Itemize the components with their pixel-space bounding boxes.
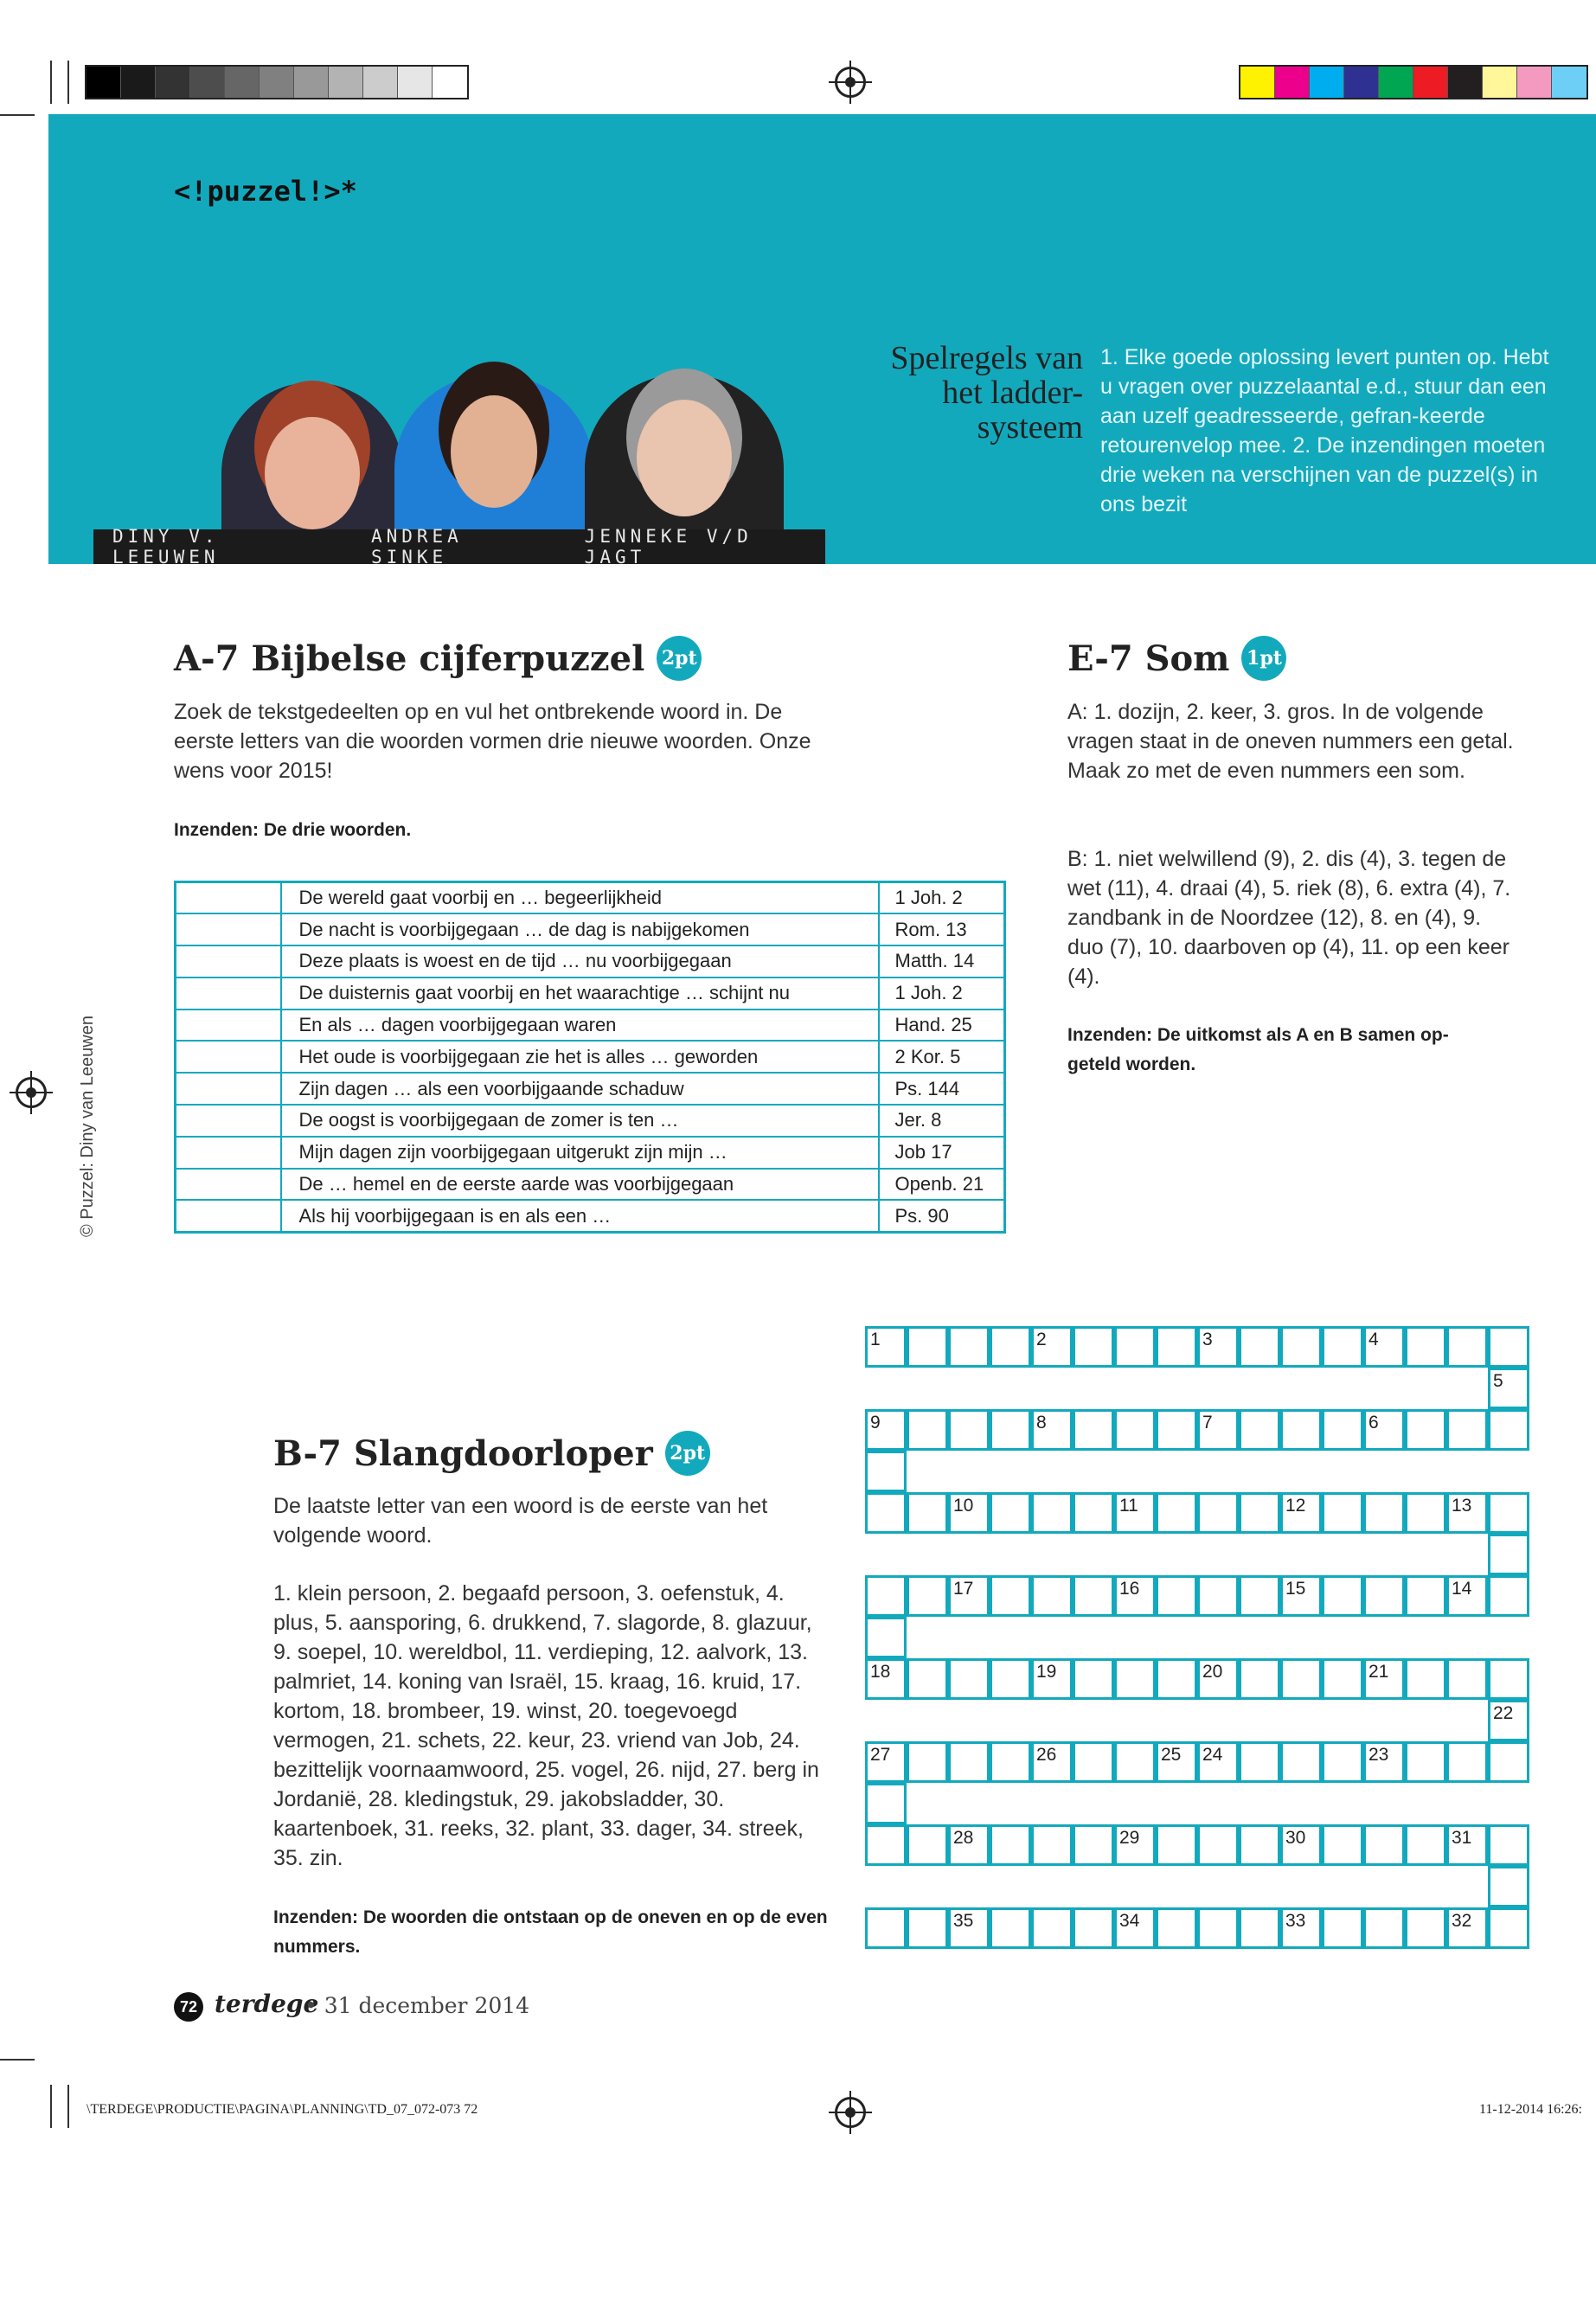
crossword-cell[interactable]: [1363, 1575, 1405, 1617]
crop-mark: [50, 61, 52, 104]
crossword-cell[interactable]: [1031, 1409, 1073, 1451]
clue-number: 34: [1119, 1911, 1140, 1931]
crossword-cell[interactable]: [1446, 1907, 1488, 1949]
crop-mark: [67, 2085, 69, 2128]
crossword-cell[interactable]: [1114, 1575, 1156, 1617]
e7-title: E-7 Som 1pt: [1067, 638, 1286, 684]
clue-number: 4: [1368, 1330, 1379, 1349]
crossword-cell[interactable]: [1446, 1409, 1488, 1451]
crossword-cell[interactable]: [1488, 1575, 1529, 1617]
crossword-cell[interactable]: [1405, 1409, 1446, 1451]
answer-cell[interactable]: [176, 1041, 281, 1073]
crossword-cell[interactable]: [1031, 1326, 1073, 1368]
crossword-cell[interactable]: [1405, 1658, 1446, 1700]
crossword-cell[interactable]: [907, 1741, 948, 1783]
e7-text-a: A: 1. dozijn, 2. keer, 3. gros. In de volgende vragen staat in de oneven nummers een getal. Maak zo met de even nummers een som.: [1067, 700, 1514, 783]
crossword-cell[interactable]: [1073, 1409, 1114, 1451]
a7-row: [176, 1200, 1005, 1232]
clue-number: 19: [1036, 1662, 1057, 1682]
crossword-cell[interactable]: [1488, 1658, 1529, 1700]
crossword-cell[interactable]: [865, 1492, 907, 1534]
crossword-cell[interactable]: [1446, 1575, 1488, 1617]
crossword-cell[interactable]: [1322, 1907, 1363, 1949]
crossword-cell[interactable]: [990, 1824, 1031, 1866]
a7-intro: Zoek de tekstgedeelten op en vul het ontbrekende woord in. De eerste letters van die woorden vormen drie nieuwe woorden. Onze wens voor 2015!: [174, 700, 811, 783]
crossword-cell[interactable]: [1031, 1658, 1073, 1700]
crossword-cell[interactable]: [1156, 1409, 1197, 1451]
author-name: JENNEKE V/D JAGT: [584, 526, 753, 567]
clue-number: 14: [1452, 1579, 1472, 1599]
crossword-cell[interactable]: [1073, 1824, 1114, 1866]
crossword-cell[interactable]: [1156, 1575, 1197, 1617]
crossword-cell[interactable]: [1488, 1492, 1529, 1534]
clue-number: 7: [1202, 1413, 1213, 1433]
crossword-cell[interactable]: [1197, 1658, 1239, 1700]
points-badge: 2pt: [657, 636, 702, 681]
answer-cell[interactable]: [176, 1073, 281, 1105]
clue-number: 22: [1493, 1703, 1514, 1723]
crossword-cell[interactable]: [948, 1658, 990, 1700]
crossword-cell[interactable]: [1363, 1492, 1405, 1534]
crossword-cell[interactable]: [1488, 1409, 1529, 1451]
verse-reference: 1 Joh. 2: [879, 977, 1005, 1009]
crossword-cell[interactable]: [1488, 1741, 1529, 1783]
verse-text: De oogst is voorbijgegaan de zomer is ten …: [281, 1105, 879, 1137]
crossword-cell[interactable]: [990, 1907, 1031, 1949]
page-number: 72: [174, 1992, 203, 2022]
gray-color-bar: [85, 65, 469, 99]
crossword-cell[interactable]: [1239, 1907, 1280, 1949]
crossword-cell[interactable]: [1239, 1575, 1280, 1617]
crossword-cell[interactable]: [1239, 1492, 1280, 1534]
crossword-cell[interactable]: [948, 1492, 990, 1534]
clue-number: 17: [953, 1579, 974, 1599]
b7-send: Inzenden: De woorden die ontstaan op de oneven en op de even nummers.: [273, 1907, 828, 1957]
clue-number: 3: [1202, 1330, 1213, 1349]
clue-number: 29: [1119, 1828, 1140, 1848]
verse-reference: Job 17: [879, 1137, 1005, 1169]
crossword-cell[interactable]: [948, 1326, 990, 1368]
verse-text: De … hemel en de eerste aarde was voorbijgegaan: [281, 1169, 879, 1201]
a7-row: [176, 913, 1005, 945]
verse-reference: 2 Kor. 5: [879, 1041, 1005, 1073]
answer-cell[interactable]: [176, 1169, 281, 1201]
crossword-cell[interactable]: [1280, 1658, 1322, 1700]
clue-number: 32: [1452, 1911, 1472, 1931]
a7-row: [176, 1105, 1005, 1137]
crossword-cell[interactable]: [1239, 1658, 1280, 1700]
a7-row: [176, 977, 1005, 1009]
b7-intro: De laatste letter van een woord is de eerste van het volgende woord.: [273, 1494, 768, 1548]
clue-number: 8: [1036, 1413, 1047, 1433]
crossword-cell[interactable]: [1488, 1368, 1529, 1409]
crossword-cell[interactable]: [1197, 1409, 1239, 1451]
answer-cell[interactable]: [176, 1137, 281, 1169]
crossword-cell[interactable]: [1031, 1492, 1073, 1534]
magazine-logo: terdege: [215, 1990, 319, 2018]
answer-cell[interactable]: [176, 882, 281, 914]
crossword-cell[interactable]: [1073, 1658, 1114, 1700]
clue-number: 33: [1285, 1911, 1306, 1931]
clue-number: 28: [953, 1828, 974, 1848]
clue-number: 18: [870, 1662, 891, 1682]
registration-mark-icon: [835, 2097, 866, 2128]
file-slug: \TERDEGE\PRODUCTIE\PAGINA\PLANNING\TD_07_072-073 72: [87, 2102, 478, 2117]
crossword-cell[interactable]: [865, 1617, 907, 1658]
crossword-cell[interactable]: [990, 1575, 1031, 1617]
verse-reference: Rom. 13: [879, 913, 1005, 945]
verse-text: Deze plaats is woest en de tijd … nu voorbijgegaan: [281, 945, 879, 977]
crossword-cell[interactable]: [1114, 1492, 1156, 1534]
crossword-cell[interactable]: [1322, 1575, 1363, 1617]
crossword-cell[interactable]: [1405, 1492, 1446, 1534]
clue-number: 16: [1119, 1579, 1140, 1599]
crossword-cell[interactable]: [907, 1658, 948, 1700]
crossword-cell[interactable]: [948, 1824, 990, 1866]
crossword-cell[interactable]: [990, 1492, 1031, 1534]
crossword-cell[interactable]: [865, 1451, 907, 1492]
clue-number: 30: [1285, 1828, 1306, 1848]
crossword-cell[interactable]: [1280, 1409, 1322, 1451]
crossword-cell[interactable]: [1280, 1907, 1322, 1949]
crossword-cell[interactable]: [1322, 1741, 1363, 1783]
crossword-cell[interactable]: [1114, 1907, 1156, 1949]
crossword-cell[interactable]: [1197, 1326, 1239, 1368]
crossword-cell[interactable]: [1114, 1658, 1156, 1700]
header-banner: [48, 114, 1596, 567]
crossword-cell[interactable]: [1322, 1409, 1363, 1451]
crossword-cell[interactable]: [1363, 1741, 1405, 1783]
crossword-cell[interactable]: [865, 1783, 907, 1824]
crossword-cell[interactable]: [1280, 1741, 1322, 1783]
crossword-cell[interactable]: [907, 1326, 948, 1368]
crossword-cell[interactable]: [1405, 1824, 1446, 1866]
points-badge: 1pt: [1241, 636, 1286, 681]
verse-reference: Matth. 14: [879, 945, 1005, 977]
crossword-cell[interactable]: [1031, 1824, 1073, 1866]
registration-mark-icon: [16, 1077, 47, 1108]
crossword-cell[interactable]: [1322, 1824, 1363, 1866]
verse-text: Als hij voorbijgegaan is en als een …: [281, 1200, 879, 1232]
author-name: ANDREA SINKE: [370, 526, 463, 567]
crossword-cell[interactable]: [1031, 1907, 1073, 1949]
clue-number: 23: [1368, 1745, 1389, 1765]
crossword-cell[interactable]: [1156, 1824, 1197, 1866]
answer-cell[interactable]: [176, 913, 281, 945]
crossword-cell[interactable]: [1405, 1741, 1446, 1783]
b7-clues: 1. klein persoon, 2. begaafd persoon, 3. oefenstuk, 4. plus, 5. aansporing, 6. drukkend, 7. slagorde, 8. glazuur, 9. soepel, 10. wereldbol, 11. verdieping, 12. aalvork, 13. palmriet, 14. koning van Israël, 15. kraag, 16. kruid, 17. kortom, 18. brombeer, 19. winst, 20. toegevoegd vermogen, 21. schets, 22. keur, 23. vriend van Job, 24. bezittelijk voornaamwoord, 25. vogel, 26. nijd, 27. berg in Jordanië, 28. kledingstuk, 29. jakobsladder, 30. kaartenboek, 31. reeks, 32. plant, 33. dager, 34. streek, 35. zin.: [273, 1581, 819, 1870]
a7-title: A-7 Bijbelse cijferpuzzel 2pt: [174, 638, 702, 684]
clue-number: 12: [1285, 1496, 1306, 1516]
crossword-cell[interactable]: [1405, 1326, 1446, 1368]
crossword-cell[interactable]: [1405, 1907, 1446, 1949]
crossword-cell[interactable]: [1239, 1326, 1280, 1368]
crossword-cell[interactable]: [1446, 1326, 1488, 1368]
crossword-cell[interactable]: [1239, 1824, 1280, 1866]
crossword-cell[interactable]: [907, 1492, 948, 1534]
crossword-cell[interactable]: [990, 1326, 1031, 1368]
crossword-cell[interactable]: [865, 1741, 907, 1783]
a7-row: [176, 1073, 1005, 1105]
crossword-cell[interactable]: [1280, 1492, 1322, 1534]
crossword-cell[interactable]: [865, 1326, 907, 1368]
crossword-cell[interactable]: [1156, 1741, 1197, 1783]
crossword-cell[interactable]: [1446, 1824, 1488, 1866]
clue-number: 27: [870, 1745, 891, 1765]
crossword-cell[interactable]: [1197, 1492, 1239, 1534]
crossword-cell[interactable]: [1197, 1741, 1239, 1783]
crossword-cell[interactable]: [1156, 1492, 1197, 1534]
b7-title: B-7 Slangdoorloper 2pt: [273, 1433, 710, 1479]
crossword-cell[interactable]: [1405, 1575, 1446, 1617]
crossword-cell[interactable]: [1073, 1492, 1114, 1534]
crossword-cell[interactable]: [948, 1741, 990, 1783]
clue-number: 24: [1202, 1745, 1223, 1765]
verse-reference: Openb. 21: [879, 1169, 1005, 1201]
rules-title: Spelregels van het ladder-systeem: [890, 340, 1083, 445]
a7-row: [176, 945, 1005, 977]
crossword-cell[interactable]: [1322, 1326, 1363, 1368]
a7-row: [176, 1169, 1005, 1201]
clue-number: 13: [1452, 1496, 1472, 1516]
crossword-cell[interactable]: [865, 1409, 907, 1451]
clue-number: 25: [1161, 1745, 1182, 1765]
crossword-cell[interactable]: [948, 1409, 990, 1451]
crossword-cell[interactable]: [1239, 1741, 1280, 1783]
verse-reference: Ps. 90: [879, 1200, 1005, 1232]
crossword-cell[interactable]: [1363, 1658, 1405, 1700]
crossword-cell[interactable]: [1363, 1326, 1405, 1368]
clue-number: 21: [1368, 1662, 1389, 1682]
crossword-cell[interactable]: [1114, 1326, 1156, 1368]
crossword-cell[interactable]: [1073, 1326, 1114, 1368]
clue-number: 5: [1493, 1371, 1503, 1391]
verse-reference: 1 Joh. 2: [879, 882, 1005, 914]
clue-number: 26: [1036, 1745, 1057, 1765]
crossword-cell[interactable]: [1363, 1907, 1405, 1949]
verse-reference: Jer. 8: [879, 1105, 1005, 1137]
verse-text: De nacht is voorbijgegaan … de dag is nabijgekomen: [281, 913, 879, 945]
clue-number: 9: [870, 1413, 881, 1433]
e7-text-b: B: 1. niet welwillend (9), 2. dis (4), 3. tegen de wet (11), 4. draai (4), 5. riek (8), 6. extra (4), 7. zandbank in de Noordzee (12), 8. en (4), 9. duo (7), 10. daarboven op (4), 11. op een keer (4).: [1067, 847, 1511, 989]
crossword-cell[interactable]: [865, 1824, 907, 1866]
author-names-bar: [93, 526, 825, 567]
crossword-cell[interactable]: [1197, 1575, 1239, 1617]
crop-mark: [0, 114, 35, 116]
crossword-cell[interactable]: [1488, 1326, 1529, 1368]
crossword-cell[interactable]: [907, 1575, 948, 1617]
rules-text: 1. Elke goede oplossing levert punten op. Hebt u vragen over puzzelaantal e.d., stuur dan een aan uzelf geadresseerde, gefran-keerde retourenvelop mee. 2. De inzendingen moeten drie weken na verschijnen van de puzzel(s) in ons bezit: [1100, 345, 1549, 516]
crossword-cell[interactable]: [1446, 1741, 1488, 1783]
crossword-cell[interactable]: [1073, 1741, 1114, 1783]
answer-cell[interactable]: [176, 945, 281, 977]
crossword-cell[interactable]: [1031, 1741, 1073, 1783]
crossword-cell[interactable]: [1280, 1824, 1322, 1866]
clue-number: 11: [1119, 1496, 1138, 1516]
crossword-cell[interactable]: [1488, 1700, 1529, 1741]
registration-mark-icon: [835, 67, 866, 98]
crossword-cell[interactable]: [865, 1907, 907, 1949]
crossword-cell[interactable]: [1156, 1326, 1197, 1368]
crossword-cell[interactable]: [948, 1907, 990, 1949]
clue-number: 10: [953, 1496, 974, 1516]
crossword-cell[interactable]: [990, 1741, 1031, 1783]
verse-text: Zijn dagen … als een voorbijgaande schaduw: [281, 1073, 879, 1105]
crop-mark: [67, 61, 69, 104]
crossword-cell[interactable]: [1156, 1658, 1197, 1700]
author-name: DINY V. LEEUWEN: [112, 526, 220, 567]
points-badge: 2pt: [665, 1431, 710, 1476]
e7-send: Inzenden: De uitkomst als A en B samen op-geteld worden.: [1067, 1025, 1449, 1074]
verse-reference: Hand. 25: [879, 1009, 1005, 1042]
clue-number: 2: [1036, 1330, 1047, 1349]
crossword-cell[interactable]: [1073, 1575, 1114, 1617]
crossword-cell[interactable]: [1363, 1409, 1405, 1451]
crossword-cell[interactable]: [907, 1907, 948, 1949]
clue-number: 31: [1452, 1828, 1472, 1848]
crossword-cell[interactable]: [1073, 1907, 1114, 1949]
crossword-cell[interactable]: [1322, 1658, 1363, 1700]
verse-text: De duisternis gaat voorbij en het waarachtige … schijnt nu: [281, 977, 879, 1009]
clue-number: 6: [1368, 1413, 1379, 1433]
verse-text: De wereld gaat voorbij en … begeerlijkheid: [281, 882, 879, 914]
crossword-cell[interactable]: [1114, 1741, 1156, 1783]
crossword-cell[interactable]: [948, 1575, 990, 1617]
crossword-cell[interactable]: [1114, 1409, 1156, 1451]
crossword-cell[interactable]: [1488, 1907, 1529, 1949]
verse-reference: Ps. 144: [879, 1073, 1005, 1105]
clue-number: 1: [870, 1330, 881, 1349]
crossword-cell[interactable]: [1114, 1824, 1156, 1866]
crossword-cell[interactable]: [865, 1575, 907, 1617]
puzzle-credit: © Puzzel: Diny van Leeuwen: [78, 1016, 97, 1237]
issue-date: • 31 december 2014: [304, 1993, 530, 2018]
crossword-cell[interactable]: [1363, 1824, 1405, 1866]
a7-table: [174, 881, 1006, 1234]
crossword-cell[interactable]: [1239, 1409, 1280, 1451]
crossword-cell[interactable]: [1488, 1824, 1529, 1866]
clue-number: 20: [1202, 1662, 1223, 1682]
crossword-cell[interactable]: [1197, 1824, 1239, 1866]
crossword-cell[interactable]: [1280, 1575, 1322, 1617]
crossword-cell[interactable]: [1031, 1575, 1073, 1617]
verse-text: Het oude is voorbijgegaan zie het is alles … geworden: [281, 1041, 879, 1073]
crossword-cell[interactable]: [907, 1409, 948, 1451]
crossword-cell[interactable]: [990, 1409, 1031, 1451]
crossword-cell[interactable]: [1488, 1866, 1529, 1907]
a7-row: [176, 1041, 1005, 1073]
a7-row: [176, 1009, 1005, 1042]
a7-row: [176, 882, 1005, 914]
a7-row: [176, 1137, 1005, 1169]
verse-text: Mijn dagen zijn voorbijgegaan uitgerukt zijn mijn …: [281, 1137, 879, 1169]
crossword-cell[interactable]: [1280, 1326, 1322, 1368]
crossword-cell[interactable]: [1446, 1492, 1488, 1534]
crossword-cell[interactable]: [865, 1658, 907, 1700]
answer-cell[interactable]: [176, 1009, 281, 1042]
crossword-cell[interactable]: [1446, 1658, 1488, 1700]
crossword-cell[interactable]: [990, 1658, 1031, 1700]
crossword-cell[interactable]: [1322, 1492, 1363, 1534]
print-timestamp: 11-12-2014 16:26:: [1479, 2102, 1582, 2117]
clue-number: 35: [953, 1911, 974, 1931]
cmyk-color-bar: [1239, 65, 1588, 99]
crop-mark: [0, 2059, 35, 2061]
crossword-cell[interactable]: [1488, 1534, 1529, 1575]
answer-cell[interactable]: [176, 1200, 281, 1232]
crossword-cell[interactable]: [1156, 1907, 1197, 1949]
section-brand: <!puzzel!>*: [174, 175, 357, 208]
answer-cell[interactable]: [176, 1105, 281, 1137]
crop-mark: [50, 2085, 52, 2128]
verse-text: En als … dagen voorbijgegaan waren: [281, 1009, 879, 1042]
crossword-cell[interactable]: [1197, 1907, 1239, 1949]
answer-cell[interactable]: [176, 977, 281, 1009]
a7-send: Inzenden: De drie woorden.: [174, 820, 412, 840]
crossword-cell[interactable]: [907, 1824, 948, 1866]
clue-number: 15: [1285, 1579, 1306, 1599]
